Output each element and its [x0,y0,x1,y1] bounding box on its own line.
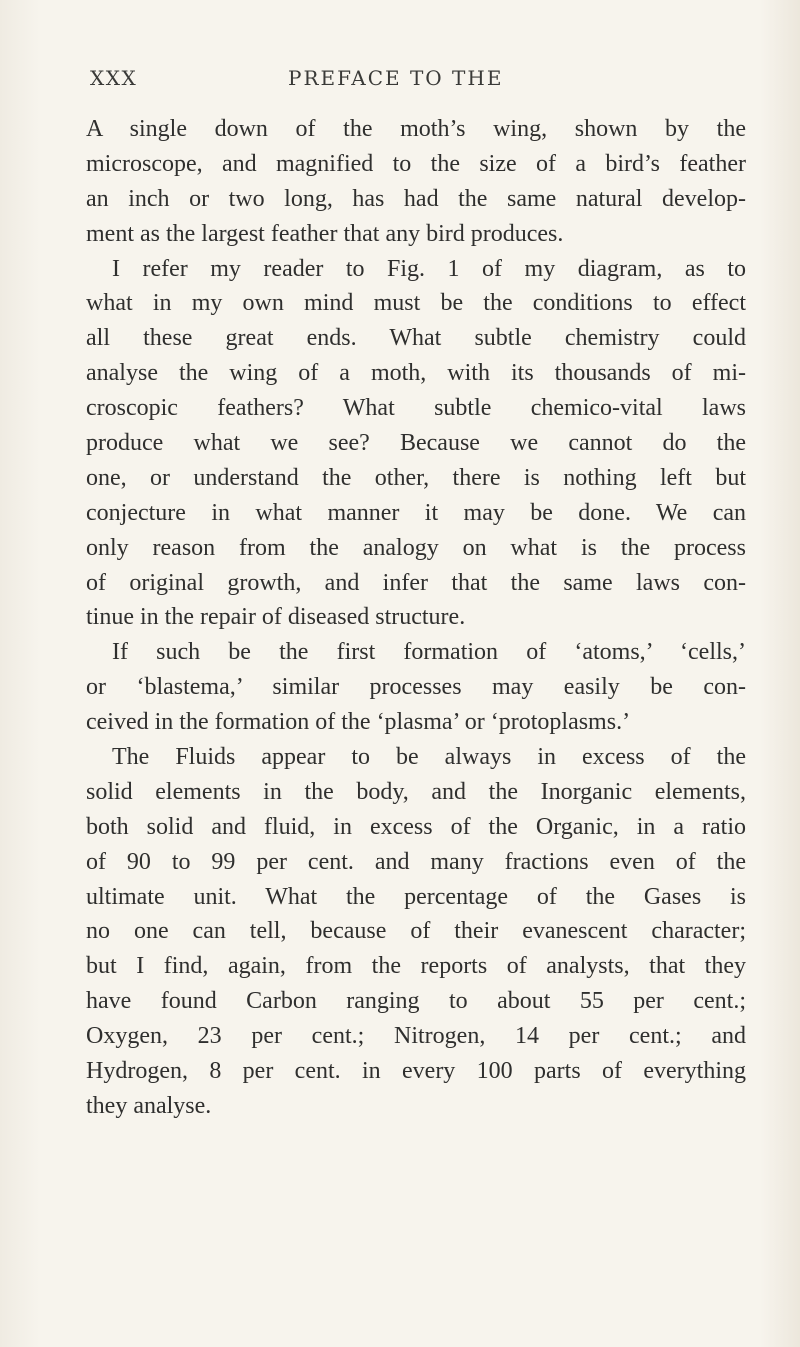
text-line: I refer my reader to Fig. 1 of my diagram, as to [112,255,746,282]
text-line: but I find, again, from the reports of analysts, that they [86,953,746,980]
text-line: ment as the largest feather that any bird produces. [86,220,564,247]
text-line: no one can tell, because of their evanescent character; [86,918,746,945]
text-line: The Fluids appear to be always in excess of the [112,744,746,771]
text-line: of 90 to 99 per cent. and many fractions even of the [86,848,746,875]
text-line: they analyse. [86,1092,212,1119]
page-header [88,66,743,96]
text-line: ultimate unit. What the percentage of the Gases is [86,883,746,910]
text-line: what in my own mind must be the conditions to effect [86,290,746,317]
text-line: of original growth, and infer that the same laws con- [86,569,746,596]
text-line: If such be the first formation of ‘atoms,’ ‘cells,’ [112,639,746,666]
text-line: conjecture in what manner it may be done. We can [86,499,746,526]
text-line: microscope, and magnified to the size of a bird’s feather [86,150,746,177]
text-line: both solid and fluid, in excess of the Organic, in a ratio [86,813,746,840]
text-line: Hydrogen, 8 per cent. in every 100 parts of everything [86,1058,746,1085]
text-line: ceived in the formation of the ‘plasma’ or ‘protoplasms.’ [86,709,631,736]
text-line: have found Carbon ranging to about 55 per cent.; [86,988,746,1015]
text-line: or ‘blastema,’ similar processes may easily be con- [86,674,746,701]
text-line: croscopic feathers? What subtle chemico-vital laws [86,395,746,422]
text-line: one, or understand the other, there is nothing left but [86,464,746,491]
text-line: solid elements in the body, and the Inorganic elements, [86,778,746,805]
text-line: analyse the wing of a moth, with its thousands of mi- [86,360,746,387]
text-line: A single down of the moth’s wing, shown by the [86,116,746,142]
text-line: produce what we see? Because we cannot do the [86,430,746,457]
text-line: Oxygen, 23 per cent.; Nitrogen, 14 per cent.; and [86,1023,746,1050]
text-line: an inch or two long, has had the same natural develop- [86,185,746,212]
body-text [86,112,746,1124]
running-title: PREFACE TO THE [288,66,504,90]
text-line: all these great ends. What subtle chemistry could [86,325,746,352]
text-line: only reason from the analogy on what is the process [86,534,746,561]
text-line: tinue in the repair of diseased structure. [86,604,466,631]
page-number: XXX [90,66,138,90]
